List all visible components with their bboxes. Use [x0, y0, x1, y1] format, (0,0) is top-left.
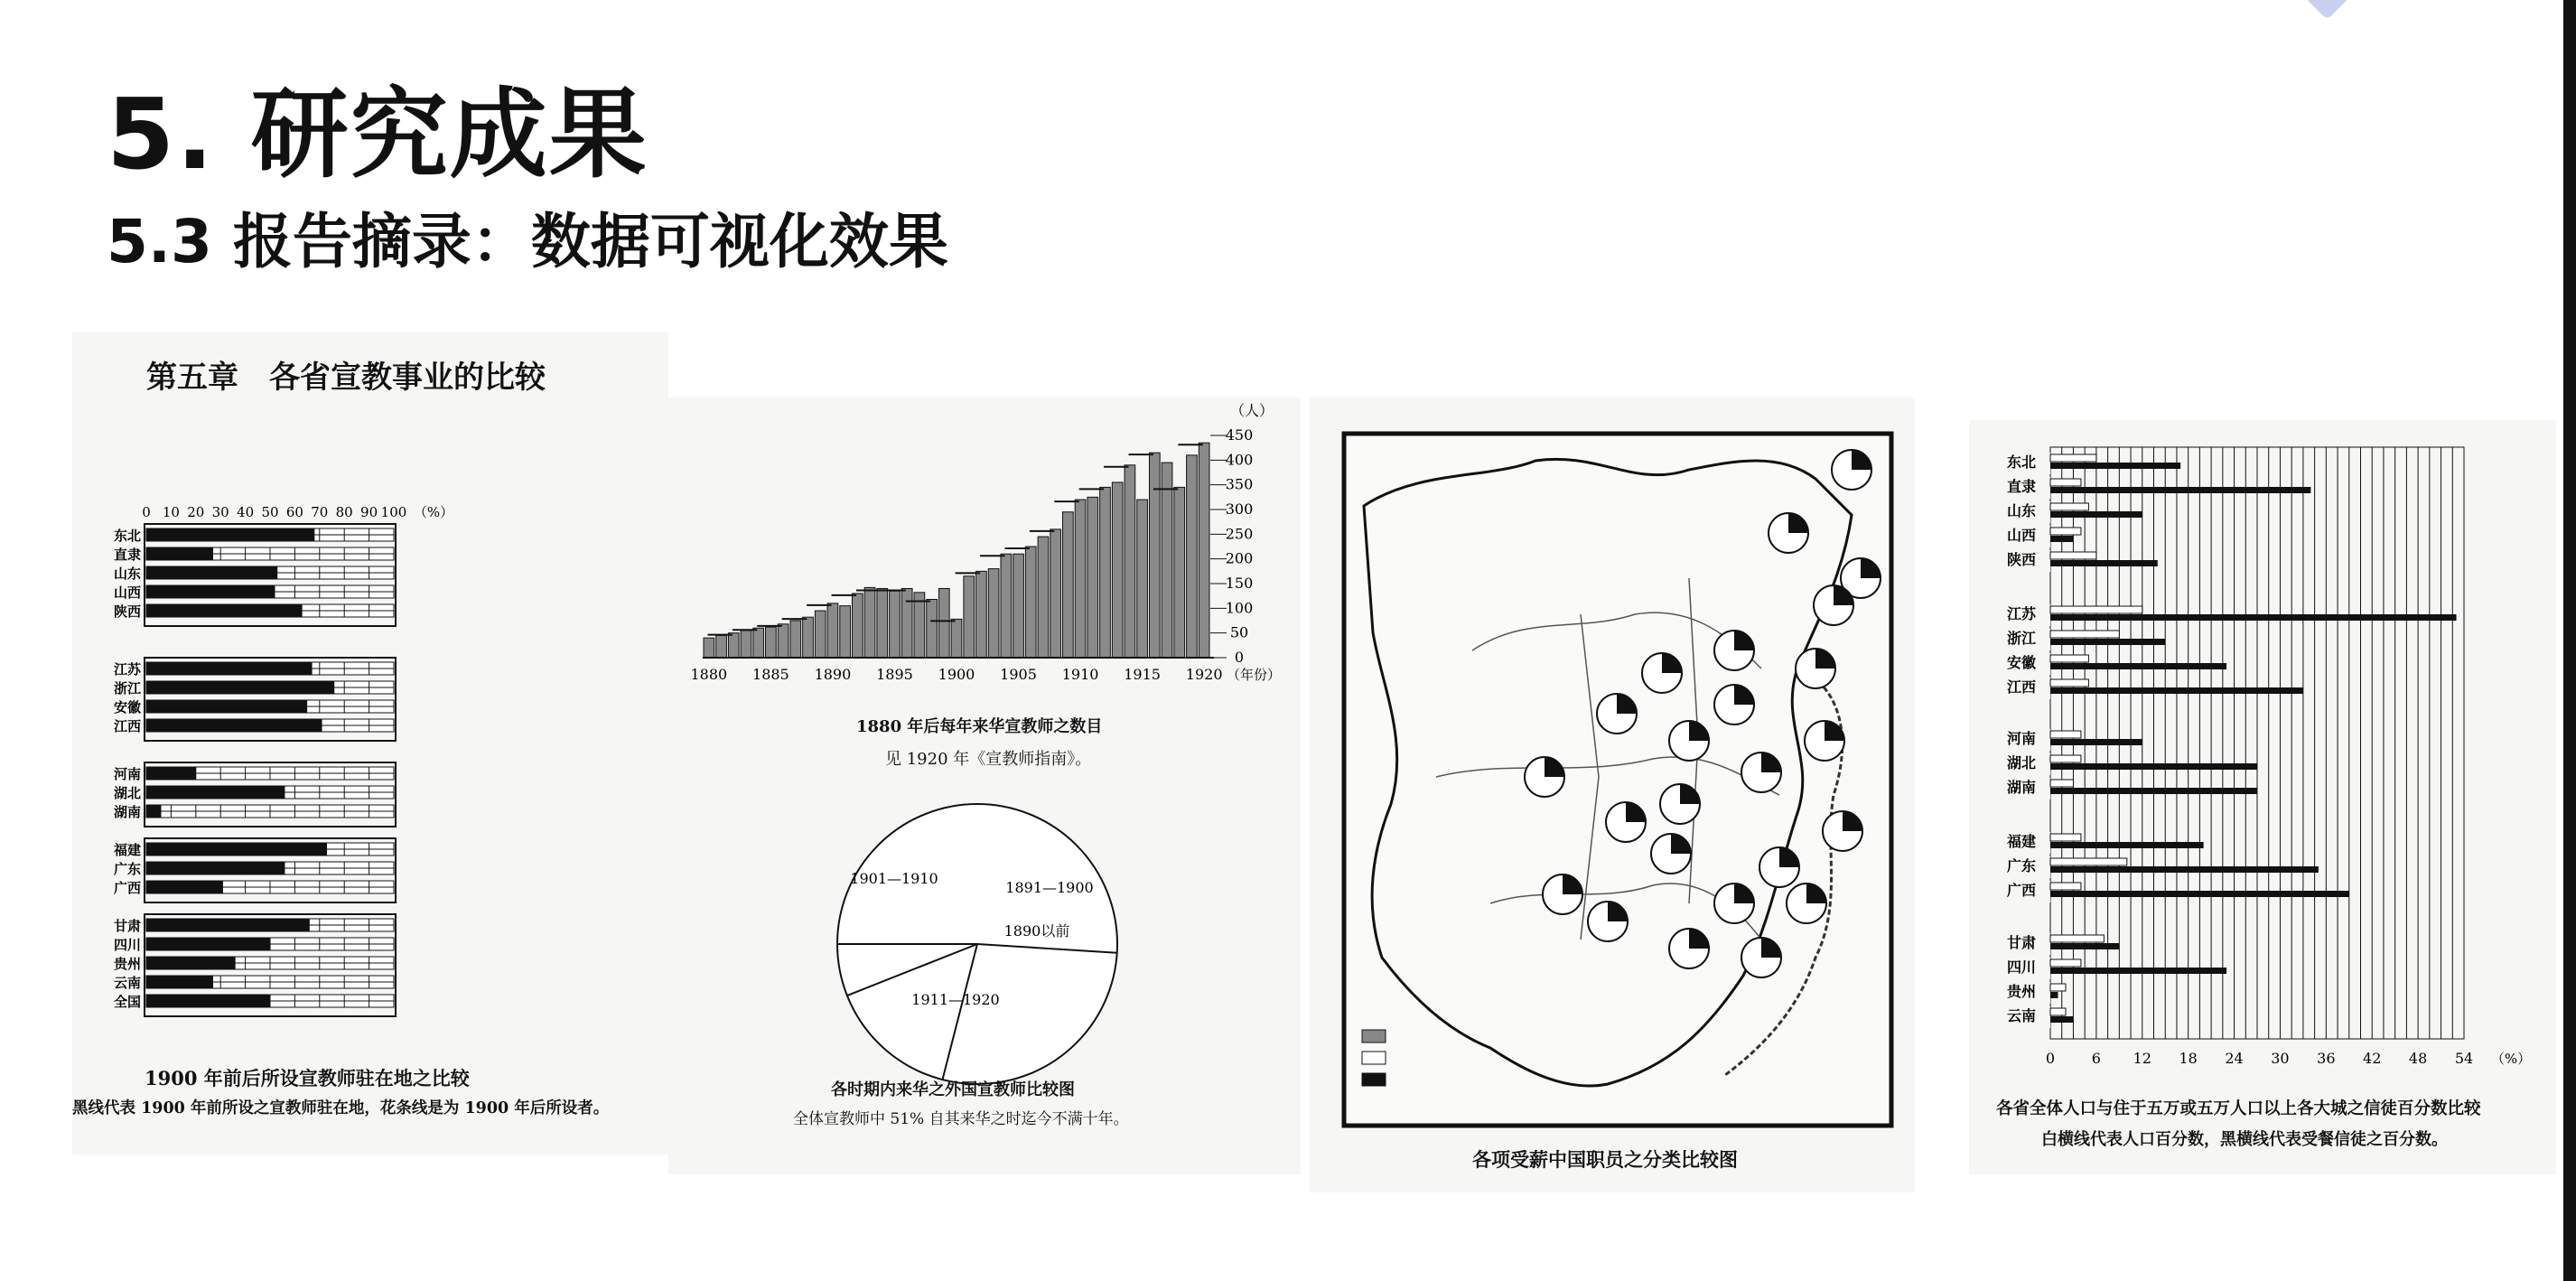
- x-tick-label: 10: [162, 504, 180, 520]
- y-tick-label: 450: [1225, 426, 1254, 444]
- population-bar-chart: [1969, 420, 2556, 1174]
- province-label: 广西: [2006, 882, 2037, 899]
- province-label: 广东: [113, 861, 141, 877]
- x-tick-label: 54: [2454, 1050, 2474, 1067]
- y-tick-label: 50: [1229, 623, 1249, 641]
- year-bar: [951, 619, 962, 658]
- y-tick-label: 200: [1225, 549, 1254, 567]
- population-bar: [2050, 528, 2081, 535]
- stations-bar-chart: [72, 332, 668, 1155]
- y-tick-label: 300: [1225, 500, 1254, 518]
- x-tick-label: 20: [187, 504, 205, 520]
- x-tick-label: 30: [2271, 1050, 2290, 1067]
- pre-1900-bar: [146, 700, 307, 713]
- x-tick-label: 1915: [1124, 666, 1161, 683]
- converts-bar: [2050, 943, 2119, 949]
- year-bar: [1149, 453, 1160, 658]
- year-bar: [1174, 487, 1185, 658]
- slide-subtitle: 5.3 报告摘录：数据可视化效果: [107, 207, 948, 276]
- year-bar: [728, 633, 739, 658]
- year-bar: [1063, 512, 1074, 658]
- x-tick-label: 1885: [752, 666, 789, 683]
- year-bar: [988, 569, 999, 658]
- x-tick-label: 1890: [814, 666, 852, 683]
- year-bar: [827, 603, 838, 658]
- map-frame: [1344, 434, 1891, 1126]
- corner-decoration: [2295, 0, 2353, 20]
- year-bar: [1001, 554, 1012, 658]
- year-bar: [964, 576, 975, 658]
- year-bar: [1025, 547, 1036, 658]
- pre-1900-bar: [146, 995, 270, 1007]
- population-bar: [2050, 552, 2096, 559]
- x-tick-label: 6: [2091, 1050, 2101, 1067]
- province-label: 湖北: [113, 785, 141, 801]
- province-label: 广西: [113, 880, 141, 896]
- year-bar: [938, 588, 949, 658]
- population-bar: [2050, 731, 2081, 738]
- province-label: 云南: [2006, 1007, 2037, 1024]
- pie-slice-label: 1901—1910: [850, 870, 938, 887]
- province-label: 陕西: [113, 603, 141, 620]
- year-bar: [778, 624, 789, 658]
- x-tick-label: 100: [380, 504, 407, 520]
- province-label: 甘肃: [113, 918, 141, 934]
- pie-slice-label: 1911—1920: [911, 991, 1000, 1008]
- province-label: 江苏: [113, 661, 141, 678]
- year-bar: [1125, 465, 1135, 658]
- converts-bar: [2050, 992, 2058, 998]
- year-bar: [901, 588, 912, 658]
- x-tick-label: 90: [360, 504, 378, 520]
- province-label: 直隶: [2006, 478, 2037, 495]
- x-axis-unit: （年份）: [1226, 667, 1282, 683]
- y-tick-label: 250: [1225, 525, 1254, 543]
- pre-1900-bar: [146, 681, 334, 694]
- population-bar: [2050, 631, 2119, 638]
- y-axis-unit: （人）: [1229, 402, 1274, 419]
- population-chart-caption: 各省全体人口与住于五万或五万人口以上各大城之信徒百分数比较: [1996, 1099, 2481, 1118]
- converts-bar: [2050, 560, 2158, 566]
- province-label: 云南: [113, 975, 141, 991]
- population-bar: [2050, 454, 2096, 462]
- year-bar: [914, 593, 925, 658]
- year-bar: [741, 631, 751, 658]
- year-bar: [890, 591, 901, 658]
- x-tick-label: 1905: [1000, 666, 1037, 683]
- x-tick-label: 70: [311, 504, 329, 520]
- staff-map-panel: [1310, 397, 1915, 1192]
- province-label: 浙江: [113, 680, 141, 697]
- population-chart-note: 白横线代表人口百分数，黑横线代表受餐信徒之百分数。: [2041, 1130, 2448, 1149]
- year-bar: [766, 627, 777, 658]
- population-bar: [2050, 883, 2081, 890]
- year-bar: [815, 611, 826, 658]
- converts-bar: [2050, 487, 2310, 493]
- x-tick-label: 30: [211, 504, 229, 520]
- x-tick-label: 12: [2133, 1050, 2151, 1067]
- province-label: 贵州: [113, 956, 141, 972]
- converts-bar: [2050, 788, 2257, 794]
- pre-1900-bar: [146, 976, 213, 988]
- x-tick-label: 36: [2317, 1050, 2336, 1067]
- x-axis-unit: （%）: [2490, 1051, 2532, 1067]
- province-label: 山东: [113, 566, 141, 582]
- population-bar: [2050, 834, 2081, 841]
- province-label: 四川: [113, 937, 141, 953]
- pre-1900-bar: [146, 528, 314, 541]
- pre-1900-bar: [146, 862, 285, 874]
- x-tick-label: 42: [2363, 1050, 2382, 1067]
- legend-swatch: [1362, 1030, 1386, 1043]
- population-bar: [2050, 606, 2142, 613]
- converts-bar: [2050, 463, 2180, 469]
- x-tick-label: 1910: [1061, 666, 1099, 683]
- year-bar: [790, 621, 801, 658]
- x-tick-label: 60: [285, 504, 303, 520]
- province-label: 福建: [2006, 833, 2037, 850]
- converts-bar: [2050, 739, 2142, 745]
- population-bar: [2050, 935, 2104, 942]
- legend-swatch: [1362, 1073, 1386, 1086]
- x-tick-label: 18: [2179, 1050, 2198, 1067]
- converts-bar: [2050, 842, 2204, 848]
- year-bar: [704, 638, 714, 658]
- province-label: 河南: [113, 766, 141, 782]
- province-label: 东北: [2006, 453, 2037, 471]
- pre-1900-bar: [146, 805, 161, 818]
- province-label: 湖南: [113, 804, 141, 820]
- province-label: 安徽: [2006, 654, 2037, 671]
- converts-bar: [2050, 614, 2457, 621]
- year-bar: [927, 599, 938, 658]
- y-tick-label: 400: [1225, 451, 1254, 469]
- year-bar: [976, 571, 987, 658]
- pie-slice-label: 1891—1900: [1005, 879, 1094, 896]
- province-label: 四川: [2006, 958, 2037, 976]
- x-tick-label: 1900: [938, 666, 975, 683]
- missionaries-bar-chart: [668, 397, 1301, 1174]
- pie-chart-caption: 各时期内来华之外国宣教师比较图: [831, 1080, 1075, 1099]
- year-bar: [1137, 500, 1148, 658]
- converts-bar: [2050, 1016, 2073, 1023]
- pre-1900-bar: [146, 786, 285, 799]
- population-bar: [2050, 984, 2066, 991]
- province-label: 浙江: [2006, 630, 2037, 647]
- x-tick-label: 24: [2225, 1050, 2244, 1067]
- x-tick-label: 0: [2045, 1050, 2056, 1067]
- province-label: 湖北: [2006, 754, 2037, 771]
- year-bar: [753, 628, 764, 658]
- chapter-heading: 第五章 各省宣教事业的比较: [146, 360, 546, 396]
- x-tick-label: 80: [335, 504, 353, 520]
- population-bar: [2050, 959, 2081, 967]
- population-bar: [2050, 1008, 2066, 1015]
- year-bar: [1087, 497, 1098, 658]
- year-bar: [1100, 487, 1111, 658]
- pre-1900-bar: [146, 585, 275, 598]
- staff-map-caption: 各项受薪中国职员之分类比较图: [1472, 1148, 1738, 1171]
- population-bar: [2050, 755, 2081, 762]
- converts-bar: [2050, 639, 2165, 645]
- y-tick-label: 0: [1234, 649, 1245, 666]
- population-panel: [1969, 420, 2556, 1174]
- province-label: 广东: [2006, 857, 2037, 874]
- converts-bar: [2050, 891, 2349, 897]
- year-bar: [1013, 554, 1024, 658]
- year-bar: [852, 594, 863, 658]
- province-label: 东北: [113, 528, 141, 544]
- y-tick-label: 350: [1225, 475, 1254, 493]
- province-label: 河南: [2006, 730, 2037, 747]
- province-label: 陕西: [2006, 551, 2037, 568]
- pre-1900-bar: [146, 843, 327, 856]
- china-map: [1310, 397, 1915, 1192]
- year-bar: [1038, 537, 1049, 658]
- year-bar: [1162, 463, 1172, 658]
- province-label: 江西: [113, 718, 141, 734]
- x-tick-label: 1920: [1185, 666, 1223, 683]
- pie-chart-note: 全体宣教师中 51% 自其来华之时迄今不满十年。: [793, 1110, 1129, 1128]
- province-label: 甘肃: [2006, 934, 2037, 951]
- converts-bar: [2050, 866, 2319, 873]
- pre-1900-bar: [146, 604, 303, 617]
- population-bar: [2050, 503, 2088, 510]
- pre-1900-bar: [146, 767, 196, 780]
- province-label: 全国: [113, 994, 141, 1010]
- converts-bar: [2050, 968, 2226, 974]
- population-bar: [2050, 858, 2127, 865]
- missionaries-chart-caption: 1880 年后每年来华宣教师之数目: [856, 717, 1103, 736]
- right-edge-border: [2563, 0, 2576, 1281]
- x-tick-label: 0: [142, 504, 151, 520]
- x-axis-unit: （%）: [413, 504, 454, 520]
- year-bar: [877, 588, 888, 658]
- x-tick-label: 1895: [876, 666, 913, 683]
- population-bar: [2050, 655, 2088, 662]
- province-label: 山西: [113, 584, 141, 601]
- pie-slice-label: 1890以前: [1003, 922, 1070, 940]
- pre-1900-bar: [146, 566, 277, 579]
- population-bar: [2050, 780, 2073, 787]
- x-tick-label: 1880: [690, 666, 728, 683]
- converts-bar: [2050, 763, 2257, 770]
- province-label: 安徽: [113, 699, 141, 715]
- province-label: 山西: [2006, 527, 2037, 544]
- stations-chart-caption: 1900 年前后所设宣教师驻在地之比较: [145, 1067, 470, 1089]
- year-bar: [1112, 482, 1123, 658]
- province-stations-panel: [72, 332, 668, 1155]
- converts-bar: [2050, 511, 2142, 518]
- pre-1900-bar: [146, 957, 236, 969]
- year-bar: [716, 635, 727, 658]
- missionaries-panel: [668, 397, 1301, 1174]
- pre-1900-bar: [146, 938, 270, 950]
- converts-bar: [2050, 536, 2073, 542]
- converts-bar: [2050, 687, 2303, 694]
- year-bar: [1075, 500, 1086, 658]
- province-label: 江苏: [2006, 605, 2037, 622]
- province-label: 福建: [113, 842, 141, 858]
- year-bar: [864, 587, 875, 658]
- x-tick-label: 40: [237, 504, 255, 520]
- pre-1900-bar: [146, 719, 322, 732]
- stations-chart-note: 黑线代表 1900 年前所设之宣教师驻在地，花条线是为 1900 年后所设者。: [72, 1099, 610, 1117]
- year-bar: [1199, 443, 1209, 658]
- y-tick-label: 150: [1225, 575, 1254, 592]
- province-label: 江西: [2006, 678, 2037, 696]
- pre-1900-bar: [146, 547, 213, 560]
- y-tick-label: 100: [1225, 599, 1254, 617]
- year-bar: [840, 606, 851, 658]
- province-label: 贵州: [2006, 983, 2037, 1000]
- year-bar: [1187, 455, 1198, 658]
- legend-swatch: [1362, 1052, 1386, 1064]
- x-tick-label: 50: [261, 504, 279, 520]
- province-label: 直隶: [113, 547, 141, 563]
- province-label: 山东: [2006, 502, 2037, 519]
- slide-title: 5. 研究成果: [107, 79, 649, 192]
- pre-1900-bar: [146, 881, 223, 893]
- x-tick-label: 48: [2408, 1050, 2428, 1067]
- population-bar: [2050, 479, 2081, 486]
- pre-1900-bar: [146, 662, 313, 675]
- year-bar: [1050, 529, 1061, 658]
- converts-bar: [2050, 663, 2226, 669]
- missionaries-chart-note: 见 1920 年《宣教师指南》。: [885, 750, 1092, 769]
- pre-1900-bar: [146, 919, 310, 931]
- year-bar: [803, 617, 814, 658]
- province-label: 湖南: [2006, 779, 2037, 796]
- population-bar: [2050, 679, 2088, 687]
